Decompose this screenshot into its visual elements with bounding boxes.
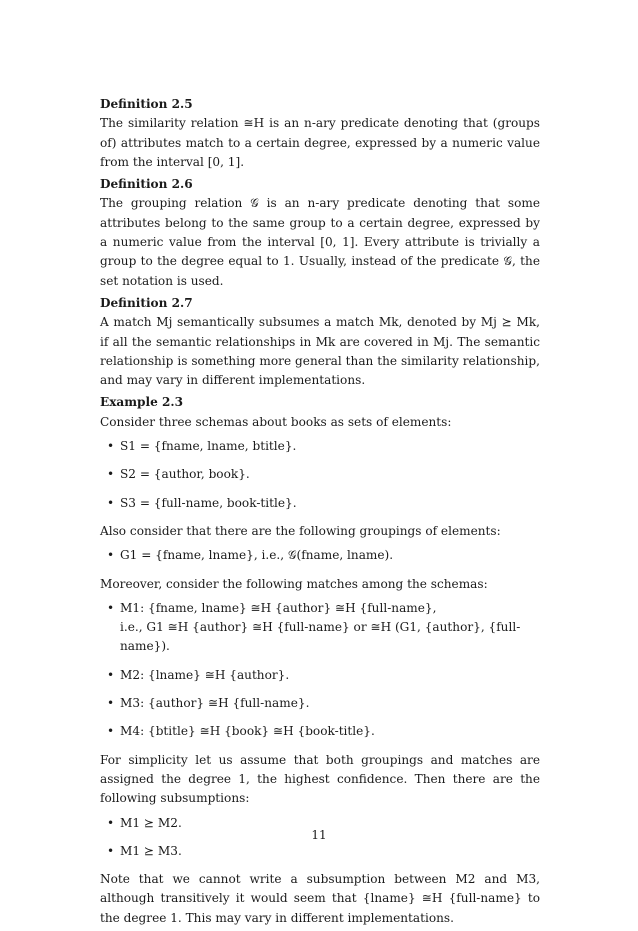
example-2-3 [100,393,540,928]
match-line: • M1: {fname, lname} ≅H {author} ≅H {full-name}, [120,600,437,615]
list-item: • G1 = {fname, lname}, i.e., 𝒢(fname, lname). [100,546,540,565]
list-item [100,599,540,657]
definition-2-5 [100,95,540,172]
page-body [100,95,540,931]
definition-2-7 [100,294,540,390]
example-intro: Consider three schemas about books as sets of elements: [100,414,452,429]
matches-intro: Moreover, consider the following matches among the schemas: [100,576,488,591]
match-list [100,599,540,742]
definition-text: The similarity relation ≅H is an n-ary predicate denoting that (groups of) attributes match to a certain degree, expressed by a numeric value from the interval [0, 1]. [100,116,540,169]
list-item: • M2: {lname} ≅H {author}. [100,666,540,685]
closing-paragraph: Note that we cannot write a subsumption between M2 and M3, although transitively it would seem that {lname} ≅H {full-name} to the degree 1. This may vary in different implementations. [100,872,540,925]
definition-text: A match Mj semantically subsumes a match Mk, denoted by Mj ⪰ Mk, if all the semantic relationships in Mk are covered in Mj. The semantic relationship is something more general than the similarity relationship, and may vary in different implementations. [100,315,540,388]
schema-list [100,437,540,513]
list-item: • M3: {author} ≅H {full-name}. [100,694,540,713]
grouping-list [100,546,540,565]
definition-heading: Definition 2.6 [100,177,193,192]
definition-2-6 [100,175,540,291]
definition-text: The grouping relation 𝒢 is an n-ary predicate denoting that some attributes belong to the same group to a certain degree, expressed by a numeric value from the interval [0, 1]. Every attribute is trivially a group to the degree equal to 1. Usually, instead of the predicate 𝒢, the set notation is used. [100,196,540,288]
list-item: • S1 = {fname, lname, btitle}. [100,437,540,456]
subsumption-intro: For simplicity let us assume that both groupings and matches are assigned the degree 1, the highest confidence. Then there are the following subsumptions: [100,752,540,806]
definition-heading: Definition 2.5 [100,97,193,111]
page-number: 11 [311,828,327,842]
list-item: • M1 ⪰ M2. [100,814,540,833]
list-item: • S2 = {author, book}. [100,465,540,484]
match-line: i.e., G1 ≅H {author} ≅H {full-name} or ≅H (G1, {author}, {full-name}). [120,620,521,654]
list-item: • S3 = {full-name, book-title}. [100,494,540,513]
example-heading: Example 2.3 [100,395,184,410]
definition-heading: Definition 2.7 [100,295,193,310]
list-item: • M1 ⪰ M3. [100,842,540,861]
list-item: • M4: {btitle} ≅H {book} ≅H {book-title}. [100,722,540,741]
groupings-intro: Also consider that there are the following groupings of elements: [100,523,501,538]
